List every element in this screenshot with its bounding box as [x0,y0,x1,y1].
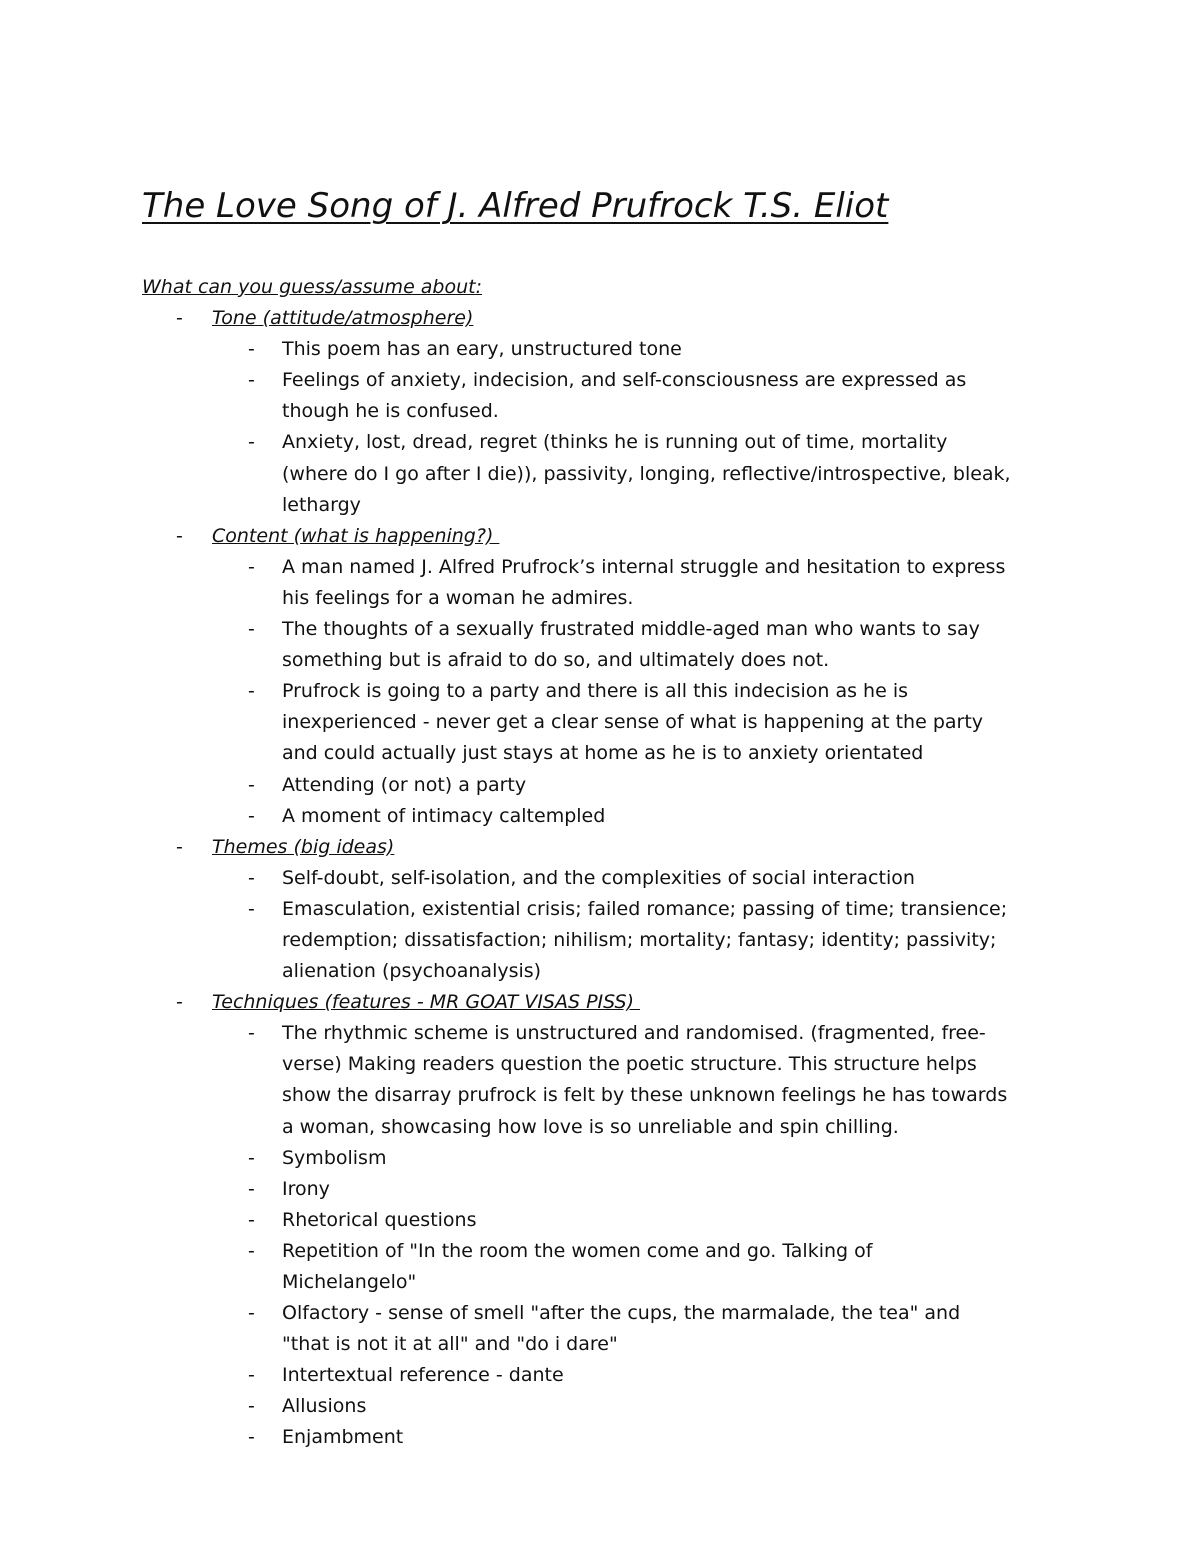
section-list [142,303,1072,1453]
bullet-dash: - [248,680,255,703]
list-item [212,365,1012,427]
point-list [212,334,1012,521]
point-text: A moment of intimacy caltempled [282,804,606,827]
point-list [212,1018,1012,1453]
bullet-dash: - [248,1177,255,1200]
list-item [212,1422,1012,1453]
bullet-dash: - [248,1239,255,1262]
section-label: Themes (big ideas) [212,835,395,858]
section-content [142,521,1072,832]
bullet-dash: - [248,369,255,392]
bullet-dash: - [248,618,255,641]
section-label: Tone (attitude/atmosphere) [212,307,474,330]
bullet-dash: - [248,555,255,578]
list-item [212,894,1012,987]
section-label: Content (what is happening?) [212,524,500,547]
point-text: Olfactory - sense of smell "after the cups, the marmalade, the tea" and "that is not it at all" and "do i dare" [282,1302,961,1356]
section-tone [142,303,1072,521]
section-themes [142,832,1072,987]
bullet-dash: - [176,307,183,330]
point-text: Anxiety, lost, dread, regret (thinks he is running out of time, mortality (where do I go after I die)), passivity, longing, reflective/introspective, bleak, lethargy [282,431,1011,516]
bullet-dash: - [248,1302,255,1325]
list-item [212,1143,1012,1174]
list-item [212,801,1012,832]
point-text: The thoughts of a sexually frustrated middle-aged man who wants to say something but is afraid to do so, and ultimately does not. [282,618,980,672]
section-techniques [142,987,1072,1453]
point-text: Feelings of anxiety, indecision, and self-consciousness are expressed as though he is confused. [282,369,967,423]
bullet-dash: - [248,338,255,361]
bullet-dash: - [176,991,183,1014]
list-item [212,770,1012,801]
bullet-dash: - [248,773,255,796]
bullet-dash: - [248,1022,255,1045]
bullet-dash: - [248,866,255,889]
point-text: A man named J. Alfred Prufrock’s internal struggle and hesitation to express his feelings for a woman he admires. [282,555,1006,609]
question-prompt: What can you guess/assume about: [142,276,483,298]
list-item [212,1205,1012,1236]
list-item [212,1236,1012,1298]
point-text: Prufrock is going to a party and there is all this indecision as he is inexperienced - never get a clear sense of what is happening at the party and could actually just stays at home as he is to anxiety orientated [282,680,984,765]
list-item [212,552,1012,614]
point-text: Allusions [282,1395,367,1418]
bullet-dash: - [248,897,255,920]
list-item [212,614,1012,676]
document-title: The Love Song of J. Alfred Prufrock T.S. Eliot [142,186,889,226]
point-text: Self-doubt, self-isolation, and the complexities of social interaction [282,866,915,889]
bullet-dash: - [248,1146,255,1169]
point-text: The rhythmic scheme is unstructured and randomised. (fragmented, free-verse) Making readers question the poetic structure. This structure helps show the disarray prufrock is felt by these unknown feelings he has towards a woman, showcasing how love is so unreliable and spin chilling. [282,1022,1008,1138]
list-item [212,427,1012,520]
section-label: Techniques (features - MR GOAT VISAS PISS) [212,991,641,1014]
point-text: Attending (or not) a party [282,773,527,796]
bullet-dash: - [248,1364,255,1387]
bullet-dash: - [248,1208,255,1231]
bullet-dash: - [248,1395,255,1418]
bullet-dash: - [176,524,183,547]
list-item [212,1174,1012,1205]
bullet-dash: - [248,431,255,454]
point-list [212,552,1012,832]
point-text: This poem has an eary, unstructured tone [282,338,682,361]
list-item [212,1298,1012,1360]
list-item [212,1360,1012,1391]
bullet-dash: - [248,804,255,827]
point-text: Enjambment [282,1426,404,1449]
list-item [212,1391,1012,1422]
point-text: Irony [282,1177,330,1200]
bullet-dash: - [176,835,183,858]
list-item [212,676,1012,769]
list-item [212,1018,1012,1142]
document-body [142,272,1072,1454]
point-text: Symbolism [282,1146,387,1169]
point-text: Repetition of "In the room the women come and go. Talking of Michelangelo" [282,1239,873,1293]
point-text: Emasculation, existential crisis; failed romance; passing of time; transience; redemption; dissatisfaction; nihilism; mortality; fantasy; identity; passivity; alienation (psychoanalysis) [282,897,1008,983]
list-item [212,334,1012,365]
point-list [212,863,1012,987]
point-text: Intertextual reference - dante [282,1364,564,1387]
point-text: Rhetorical questions [282,1208,477,1231]
list-item [212,863,1012,894]
bullet-dash: - [248,1426,255,1449]
